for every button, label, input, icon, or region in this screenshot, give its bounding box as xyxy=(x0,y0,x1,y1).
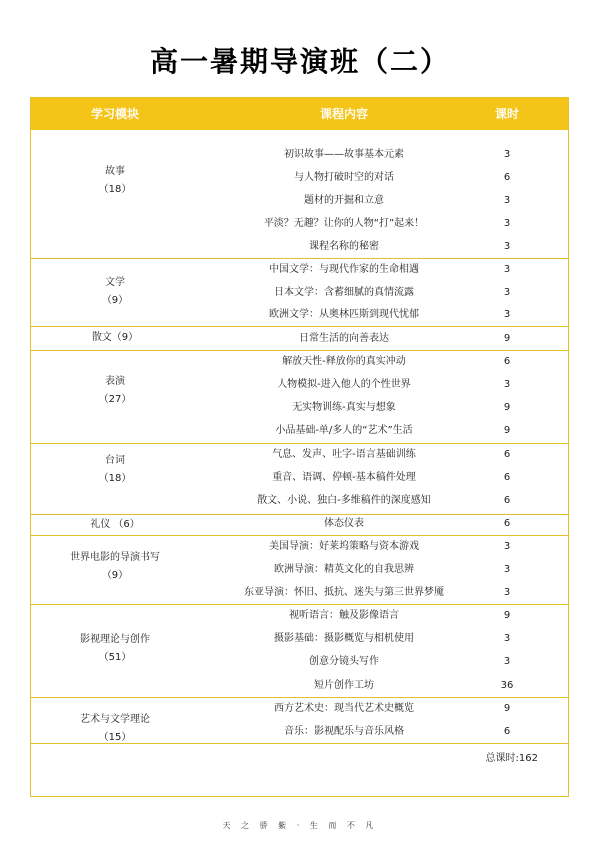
course-hours: 9 xyxy=(503,333,511,344)
course-hours: 6 xyxy=(503,356,511,367)
course-name: 东亚导演：怀旧、抵抗、迷失与第三世界梦魇 xyxy=(244,587,444,598)
course-name: 小品基础-单/多人的“艺术”生活 xyxy=(275,425,413,436)
table-row xyxy=(31,143,568,166)
course-hours: 6 xyxy=(503,495,511,506)
course-name: 日本文学：含蓄细腻的真情流露 xyxy=(274,287,414,298)
course-hours: 6 xyxy=(503,472,511,483)
course-hours: 3 xyxy=(503,564,511,575)
table-header xyxy=(31,98,568,130)
course-hours: 9 xyxy=(503,703,511,714)
course-hours: 3 xyxy=(503,379,511,390)
course-hours: 6 xyxy=(503,172,511,183)
course-name: 视听语言：触及影像语言 xyxy=(289,610,399,621)
course-name: 中国文学：与现代作家的生命相遇 xyxy=(269,264,419,275)
table-row xyxy=(31,535,568,558)
table-row xyxy=(31,443,568,466)
table-row xyxy=(31,604,568,627)
table-row xyxy=(31,674,568,697)
course-name: 创意分镜头写作 xyxy=(309,656,379,667)
course-hours: 6 xyxy=(503,726,511,737)
course-name: 与人物打破时空的对话 xyxy=(294,172,394,183)
module-art-literature: 艺术与文学理论 （15） xyxy=(80,714,150,743)
course-name: 体态仪表 xyxy=(324,518,364,529)
table-row xyxy=(31,650,568,673)
course-name: 平淡？无趣？让你的人物“打”起来！ xyxy=(263,218,425,229)
course-table xyxy=(30,97,569,797)
course-name: 课程名称的秘密 xyxy=(309,241,379,252)
course-hours: 3 xyxy=(503,218,511,229)
table-row xyxy=(31,235,568,258)
course-name: 气息、发声、吐字-语言基础训练 xyxy=(272,449,416,460)
course-hours: 3 xyxy=(503,264,511,275)
module-literature: 文学 （9） xyxy=(101,277,129,306)
header-hours: 课时 xyxy=(494,107,519,121)
course-hours: 3 xyxy=(503,587,511,598)
header-content: 课程内容 xyxy=(319,107,368,121)
table-row xyxy=(31,512,568,535)
course-name: 音乐：影视配乐与音乐风格 xyxy=(284,726,404,737)
course-name: 无实物训练-真实与想象 xyxy=(292,402,396,413)
table-row xyxy=(31,258,568,281)
course-hours: 3 xyxy=(503,195,511,206)
module-world-directors: 世界电影的导演书写 （9） xyxy=(70,552,160,581)
page-title: 高一暑期导演班（二） xyxy=(149,45,450,78)
table-row xyxy=(31,327,568,350)
course-name: 摄影基础：摄影概览与相机使用 xyxy=(274,633,414,644)
course-hours: 6 xyxy=(503,518,511,529)
table-row xyxy=(31,466,568,489)
course-hours: 3 xyxy=(503,541,511,552)
course-hours: 9 xyxy=(503,425,511,436)
course-hours: 3 xyxy=(503,241,511,252)
module-acting: 表演 （27） xyxy=(98,376,132,405)
course-name: 解放天性-释放你的真实冲动 xyxy=(282,356,406,367)
course-name: 欧洲文学：从奥林匹斯到现代忧郁 xyxy=(269,309,419,320)
course-name: 人物模拟-进入他人的个性世界 xyxy=(277,379,411,390)
course-name: 短片创作工坊 xyxy=(314,680,374,691)
module-prose: 散文（9） xyxy=(91,332,139,343)
course-hours: 3 xyxy=(503,656,511,667)
table-row xyxy=(31,212,568,235)
course-name: 美国导演：好莱坞策略与资本游戏 xyxy=(269,541,419,552)
table-row xyxy=(31,303,568,326)
table-row xyxy=(31,166,568,189)
course-name: 欧洲导演：精英文化的自我思辨 xyxy=(274,564,414,575)
course-hours: 36 xyxy=(500,680,514,691)
footer-slogan: 天 之 骄 紫 · 生 而 不 凡 xyxy=(222,821,378,830)
course-hours: 3 xyxy=(503,633,511,644)
course-name: 题材的开掘和立意 xyxy=(304,195,384,206)
table-row xyxy=(31,281,568,304)
module-film-theory: 影视理论与创作 （51） xyxy=(80,634,150,663)
module-lines: 台词 （18） xyxy=(98,455,132,484)
course-name: 日常生活的向善表达 xyxy=(299,333,389,344)
table-row xyxy=(31,627,568,650)
module-story: 故事 （18） xyxy=(98,166,132,195)
table-row xyxy=(31,189,568,212)
course-name: 初识故事——故事基本元素 xyxy=(284,149,404,160)
table-row xyxy=(31,558,568,581)
course-name: 散文、小说、独白-多维稿件的深度感知 xyxy=(257,495,431,506)
table-row xyxy=(31,396,568,419)
table-row xyxy=(31,373,568,396)
course-hours: 3 xyxy=(503,309,511,320)
course-hours: 3 xyxy=(503,149,511,160)
module-etiquette: 礼仪 （6） xyxy=(90,519,140,530)
total-hours: 总课时:162 xyxy=(485,753,538,764)
table-row xyxy=(31,350,568,373)
course-hours: 6 xyxy=(503,449,511,460)
table-row xyxy=(31,581,568,604)
table-row xyxy=(31,419,568,442)
course-hours: 3 xyxy=(503,287,511,298)
course-hours: 9 xyxy=(503,610,511,621)
course-name: 重音、语调、停顿-基本稿件处理 xyxy=(272,472,416,483)
table-row xyxy=(31,697,568,720)
course-name: 西方艺术史：现当代艺术史概览 xyxy=(274,703,414,714)
header-module: 学习模块 xyxy=(90,107,139,121)
table-row xyxy=(31,489,568,512)
course-hours: 9 xyxy=(503,402,511,413)
table-row xyxy=(31,720,568,743)
